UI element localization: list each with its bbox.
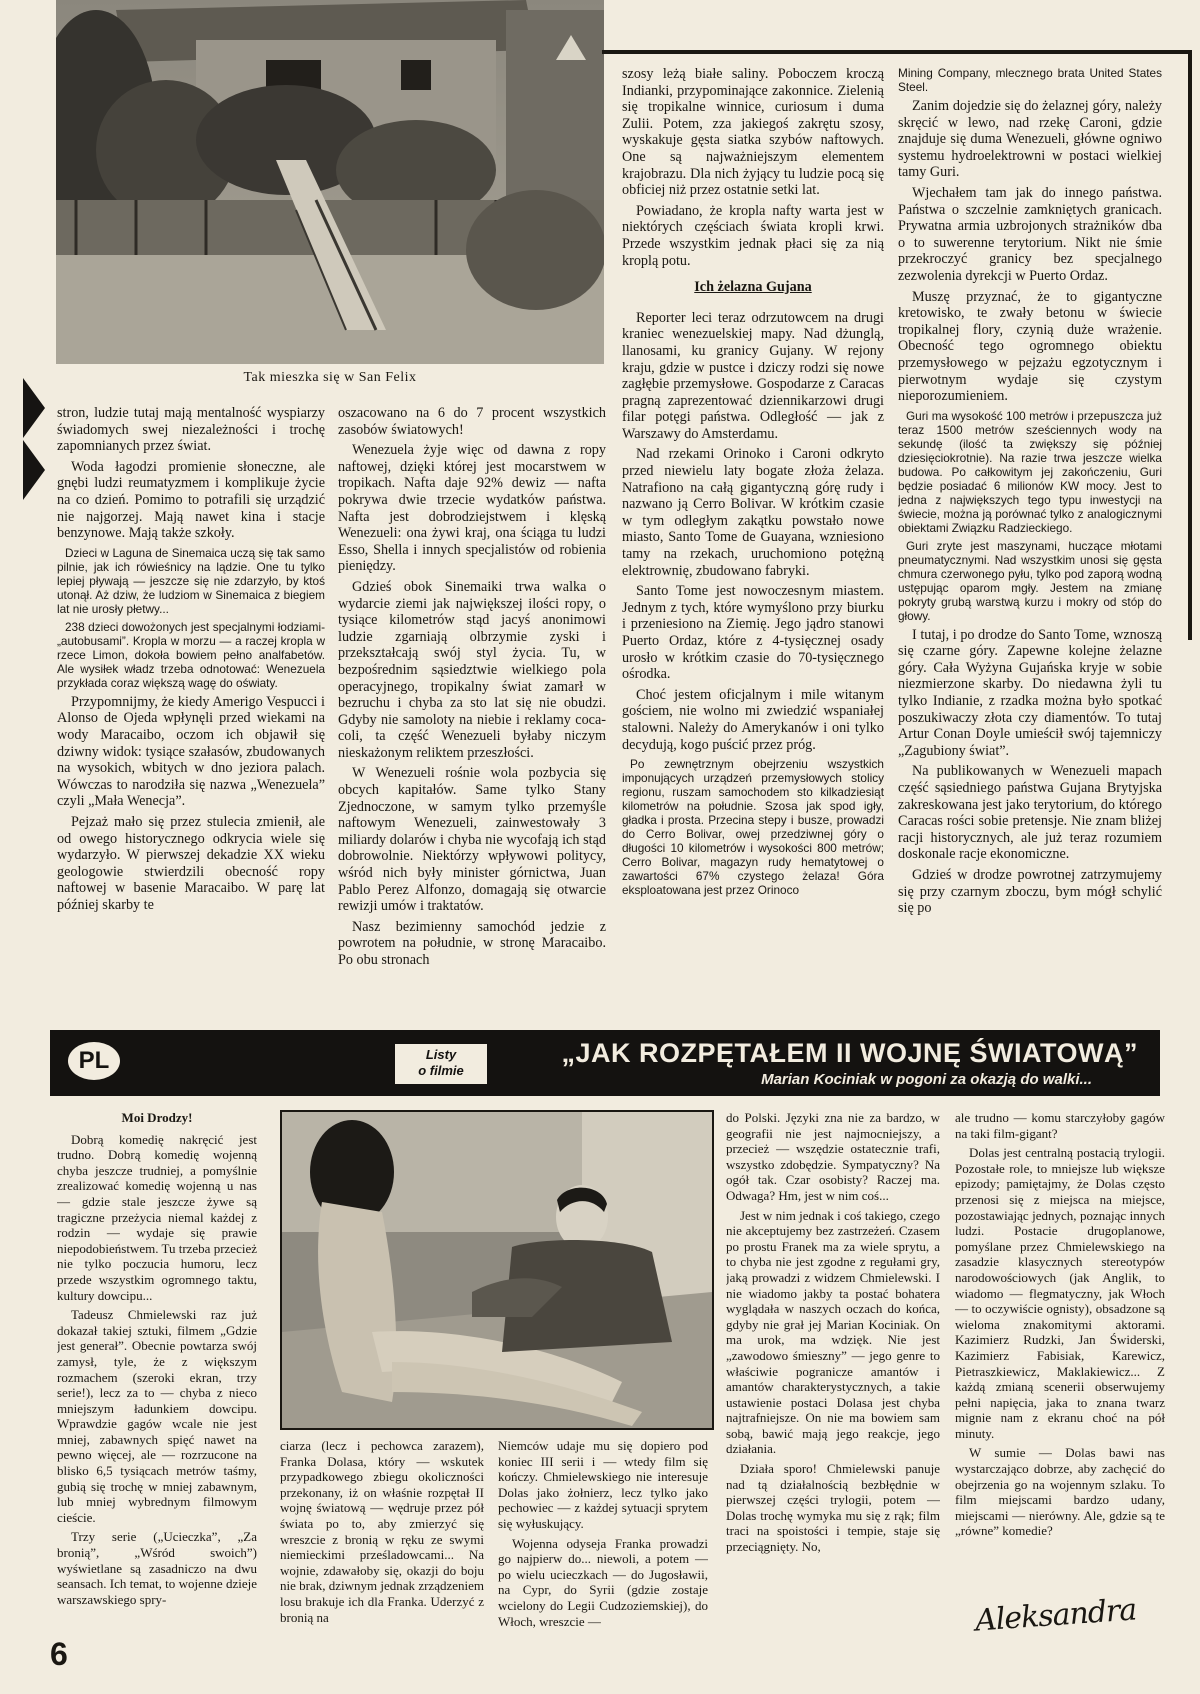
paragraph: Nad rzekami Orinoko i Caroni odkryto przed niewielu laty bogate złoża żelaza. Natrafiono na całą gigantyczną górę rudy i nazwano ją Cerro Bolivar. W krótkim czasie w tym odległym zakątku powstało nowe miasto, Santo Tome de Guayana, wzniesiono tamy na rzekach, uruchomiono potężną elektrownię, zbudowano fabryki.	[622, 446, 884, 579]
salutation: Moi Drodzy!	[121, 1110, 193, 1125]
article-column-4	[898, 66, 1162, 1024]
frame-line-top	[602, 50, 1192, 54]
paragraph: Mining Company, mlecznego brata United States Steel.	[898, 66, 1162, 94]
paragraph: Trzy serie („Ucieczka”, „Za bronią”, „Wśród swoich”) wyświetlane są zasadniczo na dwu seansach. Ich temat, to wojenne dzieje warszawskiego spry-	[57, 1529, 257, 1607]
paragraph: Przypomnijmy, że kiedy Amerigo Vespucci i Alonso de Ojeda wpłynęli przed wiekami na wody Maracaibo, oczom ich objawił się dziwny widok: tysiące szałasów, zbudowanych na wysokich, wbitych w dno jeziora palach. Wówczas to narodziła się nazwa „Wenezuela” czyli „Mała Wenecja”.	[57, 693, 325, 810]
review-column-4	[726, 1110, 940, 1670]
paragraph: Wojenna odyseja Franka prowadzi go najpierw do... niewoli, a potem — po wielu ucieczkach — do Jugosławii, na Cypr, do Syrii (gdzie zostaje wcielony do Legii Cudzoziemskiej), do Włoch, wreszcie —	[498, 1535, 708, 1629]
film-still-illustration	[282, 1112, 712, 1428]
arrow-marker-bottom	[23, 440, 45, 500]
paragraph: Powiadano, że kropla nafty warta jest w niektórych częściach świata kropli krwi. Przede wszystkim jednak płaci się za nią kroplą potu.	[622, 202, 884, 269]
article-column-3	[622, 66, 884, 1024]
page-number: 6	[50, 1636, 68, 1672]
paragraph: Tadeusz Chmielewski raz już dokazał takiej sztuki, filmem „Gdzie jest generał”. Obecnie powtarza swój zamysł, tyle, że z większym rozmachem (szeroki ekran, trzy serie!), lecz za to — chyba z nieco mniejszym ładunkiem dowcipu. Wprawdzie gagów wcale nie jest mniej, zabawnych spięć nawet na pewno więcej, ale — rozrzucone na blisko 6,5 tysiącach metrów taśmy, gubią się trochę w mniej zabawnym, lub mniej wybrednym filmowym cieście.	[57, 1307, 257, 1525]
paragraph: do Polski. Języki zna nie za bardzo, w geografii nie jest najmocniejszy, a przecież — wszędzie ostatecznie trafi, wszystko zdobędzie. Sympatyczny? Na ogół tak. Czar osobisty? Raczej ma. Odwaga? Hm, jest w nim coś...	[726, 1110, 940, 1203]
paragraph: ale trudno — komu starczyłoby gagów na taki film-gigant?	[955, 1110, 1165, 1141]
paragraph: Niemców udaje mu się dopiero pod koniec III serii i — wtedy film się kończy. Chmielewskiego nie interesuje Dolas jako żołnierz, lecz tylko jako pechowiec — z każdej sytuacji sprytem się wyłuskujący.	[498, 1438, 708, 1531]
paragraph: Jest w nim jednak i coś takiego, czego nie akceptujemy bez zastrzeżeń. Czasem po prostu Franek ma za wiele sprytu, a to chyba nie jest zgodne z regułami gry, jaką prowadzi z widzem Chmielewski. I nie wiadomo jakby ta postać bohatera wyglądała w naszych oczach do końca, gdyby nie grał jej Marian Kociniak. On ma urok, ma wdzięk. Nie jest „zawodowo śmieszny” — jego genre to właściwie pogranicze amantów i amantów charakterystycznych, a takie ustawienie postaci Dolasa jest chyba najtrafniejsze. On nie ma bowiem sam sobą, bawić mają jego reakcje, jego działania.	[726, 1207, 940, 1457]
paragraph: Zanim dojedzie się do żelaznej góry, należy skręcić w lewo, nad rzekę Caroni, gdzie znajduje się duma Wenezueli, główne ogniwo systemu hydroelektrowni w postaci wielkiej tamy Guri.	[898, 98, 1162, 181]
paragraph: oszacowano na 6 do 7 procent wszystkich zasobów światowych!	[338, 405, 606, 438]
listy-o-filmie-box	[395, 1044, 487, 1084]
paragraph: Po zewnętrznym obejrzeniu wszystkich imponujących urządzeń przemysłowych stolicy regionu, ruszam samochodem sto kilkadziesiąt kilometrów na południe. Szosa jak spod igły, gładka i prosta. Przecina stepy i busze, prowadzi do Cerro Bolivar, owej przedziwnej góry o długości 10 kilometrów i wysokości 800 metrów; Cerro Bolivar, magazyn rudy hematytowej o zawartości 67% czystego żelaza! Góra eksploatowana jest przez Orinoco	[622, 757, 884, 898]
author-signature: Aleksandra	[973, 1592, 1138, 1639]
paragraph: stron, ludzie tutaj mają mentalność wyspiarzy świadomych swej niezależności i trochę zapomnianych przez świat.	[57, 405, 325, 455]
photo-film-still	[280, 1110, 714, 1430]
paragraph: Reporter leci teraz odrzutowcem na drugi kraniec wenezuelskiej mapy. Nad dżunglą, llanosami, ku granicy Gujany. W rejony kraju, gdzie w pustce i dziczy rodzi się nowe zagłębie przemysłowe. Gospodarze z Caracas pragną zaprezentować dziennikarzowi drugi filar potęgi państwa. Odległość — jak z Warszawy do Amsterdamu.	[622, 309, 884, 442]
paragraph: W Wenezueli rośnie wola pozbycia się obcych kapitałów. Same tylko Stany Zjednoczone, w samym tylko przemyśle naftowym Wenezueli, zainwestowały 3 miliardy dolarów i chyba nie wycofają ich stąd dobrowolnie. Niektórzy wpływowi politycy, wśród nich były minister górnictwa, Juan Pablo Perez Alfonzo, domagają się otwarcie rewizji umów i traktatów.	[338, 765, 606, 915]
paragraph: I tutaj, i po drodze do Santo Tome, wznoszą się czarne góry. Zapewne kolejne żelazne góry. Cała Wyżyna Gujańska kryje w sobie niezmierzone skarby. Do niedawna żyli tu tylko Indianie, z rzadka można było spotkać poszukiwaczy złota czy diamentów. To tutaj Artur Conan Doyle umieścił swój tajemniczy „Zagubiony świat”.	[898, 626, 1162, 759]
box-line-1: Listy	[425, 1047, 457, 1062]
paragraph: Muszę przyznać, że to gigantyczne kretowisko, te zwały betonu w świecie tropikalnej flory, czynią duże wrażenie. Obecność tego ogromnego obiektu przemysłowego w pejzażu egzotycznym i pierwotnym wydaje się czystym nieporozumieniem.	[898, 288, 1162, 405]
house-photo-illustration	[56, 0, 604, 364]
pl-badge: PL	[68, 1042, 120, 1080]
frame-line-right	[1188, 50, 1192, 640]
paragraph: Choć jestem oficjalnym i mile witanym gościem, nie wolno mi zwiedzić wspaniałej stalowni. Należy do Amerykanów i oni tylko decydują, kogo puścić przez próg.	[622, 686, 884, 753]
section-banner	[50, 1030, 1160, 1096]
paragraph: Na publikowanych w Wenezueli mapach część sąsiedniego państwa Gujana Brytyjska zakreskowana jest jako terytorium, do którego Caracas rości sobie pretensje. Nie znam bliżej racji historycznych, ale już teraz rozumiem doskonale racje ekonomiczne.	[898, 763, 1162, 863]
review-column-3	[498, 1438, 708, 1670]
paragraph: Gdzieś w drodze powrotnej zatrzymujemy się przy czarnym zboczu, bym mógł schylić się po	[898, 867, 1162, 917]
review-column-1	[57, 1110, 257, 1670]
section-subheading: Ich żelazna Gujana	[694, 279, 812, 296]
paragraph: Wjechałem tam jak do innego państwa. Państwa o szczelnie zamkniętych granicach. Prywatna armia uzbrojonych strażników dba o to suwerenne terytorium. Nikt nie śmie przekroczyć granicy bez specjalnego zezwolenia dyrekcji w Puerto Ordaz.	[898, 184, 1162, 284]
paragraph: Dolas jest centralną postacią trylogii. Pozostałe role, to mniejsze lub większe epizody; pamiętajmy, że Dolas często przenosi się z miejsca na miejsce, pozostawiając jednych, poznając innych ludzi. Postacie drugoplanowe, pomyślane przez Chmielewskiego na zasadzie klasycznych stereotypów narodowościowych (jak Anglik, to wiadomo — flegmatyczny, jak Włoch — to oczywiście ognisty), obsadzone są wieloma znakomitymi aktorami. Kazimierz Rudzki, Jan Świderski, Kazimierz Fabisiak, Karewicz, Pietraszkiewicz, Maklakiewicz... Z każdą zmianą scenerii obserwujemy pełni napięcia, jaka to znana twarz mignie nam z ekranu choć na pół minuty.	[955, 1145, 1165, 1441]
box-line-2: o filmie	[418, 1063, 464, 1078]
paragraph: 238 dzieci dowożonych jest specjalnymi łodziami-„autobusami”. Kropla w morzu — a raczej kropla w rzece Limon, dokoła bowiem pełno analfabetów. Ale wysiłek władz trzeba odnotować: Wenezuela przykłada coraz większą wagę do oświaty.	[57, 619, 325, 690]
paragraph: Nasz bezimienny samochód jedzie z powrotem na południe, w stronę Maracaibo. Po obu stronach	[338, 918, 606, 968]
paragraph: Wenezuela żyje więc od dawna z ropy naftowej, dzięki której jest mocarstwem w tropikach. Nafta daje 92% dewiz — nafta pokrywa dwie trzecie wydatków państwa. Nafta jest dobrodziejstwem i klęską Wenezueli: ona żywi kraj, ona ściąga tu ludzi Esso, Shella i innych specjalistów od robienia pieniędzy.	[338, 442, 606, 575]
review-column-2	[280, 1438, 484, 1670]
paragraph: W sumie — Dolas bawi nas wystarczająco dobrze, aby zachęcić do obejrzenia go na wojennym szlaku. To film miejscami bardzo udany, miejscami — nierówny. Ale, gdzie są te „równe” komedie?	[955, 1445, 1165, 1539]
review-title: „JAK ROZPĘTAŁEM II WOJNĘ ŚWIATOWĄ”	[561, 1038, 1138, 1068]
review-column-5	[955, 1110, 1165, 1590]
paragraph: Santo Tome jest nowoczesnym miastem. Jednym z tych, które wymyślono przy biurku i przeniesiono na Ziemię. Jego jądro stanowi Puerto Ordaz, które z 4-tysięcznej osady urosło w krótkim czasie do 70-tysięcznego ośrodka.	[622, 583, 884, 683]
photo-san-felix-house	[56, 0, 604, 364]
paragraph: ciarza (lecz i pechowca zarazem), Franka Dolasa, który — wskutek przypadkowego zbiegu okoliczności przekonany, iż on właśnie rozpętał II wojnę światową — wędruje przez pół świata po to, aby zmierzyć się wreszcie z bronią w ręku ze swymi niemieckimi prześladowcami... Na wojnie, zdawałoby się, okazji do boju nie brak, dziwnym jednak zrządzeniem losu brakuje ich dla Franka. Uderzyć z bronią na	[280, 1438, 484, 1625]
paragraph: Guri ma wysokość 100 metrów i przepuszcza już teraz 1500 metrów sześciennych wody na sekundę (ilość ta zwiększy się później dziesięciokrotnie). Na razie trwa jeszcze wielka budowa. Po całkowitym jej zakończeniu, Guri będzie posiadać 6 milionów KW mocy. Jest to jedna z największych tego typu inwestycji na świecie, można ją porównać tylko z analogicznymi obiektami Związku Radzieckiego.	[898, 408, 1162, 535]
paragraph: Gdzieś obok Sinemaiki trwa walka o wydarcie ziemi jak największej ilości ropy, o tysiące kilometrów stąd jacyś anonimowi ludzie zgarniają olbrzymie zyski i przekształcają swój styl życia. Tu, w bezpośrednim sąsiedztwie wielkiego pola operacyjnego, tropikalny świat zamarł w bezruchu i chyba za sto lat się nie obudzi. Gdyby nie samoloty na niebie i reklamy coca-coli, ta część Wenezueli byłaby niczym nieskażonym reliktem przeszłości.	[338, 578, 606, 761]
arrow-marker-top	[23, 378, 45, 438]
paragraph: Guri zryte jest maszynami, huczące młotami pneumatycznymi. Nad wszystkim unosi się gęsta chmura czerwonego pyłu, tylko pod zaporą wodną ustępując oparom mgły. Jestem na zmianę pokryty grubą warstwą kurzu i mokry od stóp do głowy.	[898, 538, 1162, 623]
paragraph: Woda łagodzi promienie słoneczne, ale gnębi ludzi reumatyzmem i komplikuje życie na co dzień. Pomimo to potrafili się urządzić nie najgorzej. Mają nawet kina i stacje benzynowe. Mają także szkoły.	[57, 458, 325, 542]
paragraph: Działa sporo! Chmielewski panuje nad tą działalnością bezbłędnie w pierwszej części trylogii, potem — Dolas trochę wymyka mu się z rąk; film traci na spoistości i tempie, staje się przeciągnięty. No,	[726, 1461, 940, 1555]
paragraph: szosy leżą białe saliny. Poboczem kroczą Indianki, przypominające zakonnice. Zielenią się tropikalne winnice, curiosum i duma Zulii. Potem, zza jakiegoś zakrętu szosy, wyskakuje gęsta siatka szybów naftowych. One są najważniejszym elementem krajobrazu. Dla nich żyjący tu ludzie pocą się obficiej niż przez ostatnie setki lat.	[622, 66, 884, 199]
article-column-2	[338, 405, 606, 1025]
paragraph: Pejzaż mało się przez stulecia zmienił, ale od owego historycznego odkrycia wiele się wydarzyło. W pierwszej dekadzie XX wieku geologowie stwierdzili obecność ropy naftowej w basenie Maracaibo. W parę lat później skarby te	[57, 813, 325, 913]
photo-caption: Tak mieszka się w San Felix	[243, 370, 417, 385]
paragraph: Dzieci w Laguna de Sinemaica uczą się tak samo pilnie, jak ich rówieśnicy na lądzie. One tu tylko lepiej pływają — jeszcze się nie zdarzyło, by ktoś utonął. Aż dziw, że ludziom w Sinemaica z biegiem lat nie urosły płetwy...	[57, 545, 325, 616]
paragraph: Dobrą komedię nakręcić jest trudno. Dobrą komedię wojenną chyba jeszcze trudniej, a pomyślnie zrealizować komedię wojenną u nas — gdzie stale jeszcze żywe są tragiczne przeżycia niemal każdej z rodzin — wydaje się prawie niepodobieństwem. Tu trzeba przecież nie tylko poczucia humoru, lecz przede wszystkim ogromnego taktu, kultury dowcipu...	[57, 1131, 257, 1303]
article-column-1	[57, 405, 325, 1025]
review-subtitle: Marian Kociniak w pogoni za okazją do walki...	[761, 1071, 1092, 1088]
